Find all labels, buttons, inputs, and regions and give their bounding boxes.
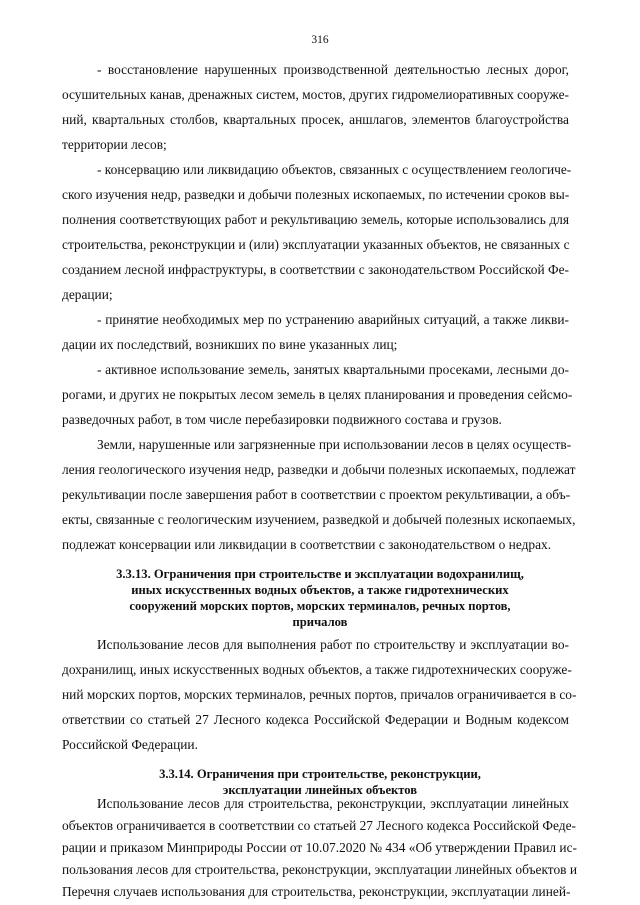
paragraph-line: Перечня случаев использования для строительства, реконструкции, эксплуатации линей-: [62, 884, 571, 899]
paragraph-line: подлежат консервации или ликвидации в соответствии с законодательством о недрах.: [62, 537, 552, 552]
page-number: 316: [311, 34, 329, 46]
paragraph-line: - восстановление нарушенных производственной деятельностью лесных дорог,: [97, 62, 569, 77]
paragraph-line: рации и приказом Минприроды России от 10.07.2020 № 434 «Об утверждении Правил ис-: [62, 840, 577, 855]
paragraph-line: созданием лесной инфраструктуры, в соответствии с законодательством Российской Фе-: [62, 262, 569, 277]
paragraph-line: Земли, нарушенные или загрязненные при использовании лесов в целях осуществ-: [97, 437, 572, 452]
paragraph-line: ления геологического изучения недр, разведки и добычи полезных ископаемых, подлежат: [62, 462, 576, 477]
section-heading: 3.3.13. Ограничения при строительстве и эксплуатации водохранилищ,: [116, 567, 524, 581]
section-heading: причалов: [292, 615, 348, 629]
paragraph-line: ского изучения недр, разведки и добычи полезных ископаемых, по истечении сроков вы-: [62, 187, 570, 202]
paragraph-line: ответствии со статьей 27 Лесного кодекса Российской Федерации и Водным кодексом: [62, 712, 569, 727]
paragraph-line: ний, квартальных столбов, квартальных просек, аншлагов, элементов благоустройства: [62, 112, 569, 127]
paragraph-line: - активное использование земель, занятых квартальными просеками, лесными до-: [97, 362, 569, 377]
paragraph-line: объектов ограничивается в соответствии со статьей 27 Лесного кодекса Российской Феде-: [62, 818, 576, 833]
paragraph-line: разведочных работ, в том числе перебазировки подвижного состава и грузов.: [62, 412, 502, 427]
paragraph-line: Российской Федерации.: [62, 737, 198, 752]
paragraph-line: дохранилищ, иных искусственных водных объектов, а также гидротехнических сооруже-: [62, 662, 572, 677]
paragraph-line: полнения соответствующих работ и рекультивацию земель, которые использовались для: [62, 212, 569, 227]
paragraph-line: Использование лесов для строительства, реконструкции, эксплуатации линейных: [97, 796, 569, 811]
paragraph-line: ний морских портов, морских терминалов, речных портов, причалов ограничивается в со-: [62, 687, 577, 702]
paragraph-line: - принятие необходимых мер по устранению аварийных ситуаций, а также ликви-: [97, 312, 569, 327]
paragraph-line: территории лесов;: [62, 137, 167, 152]
section-heading: 3.3.14. Ограничения при строительстве, реконструкции,: [159, 767, 481, 781]
paragraph-line: строительства, реконструкции и (или) эксплуатации указанных объектов, не связанных с: [62, 237, 570, 252]
section-heading: иных искусственных водных объектов, а также гидротехнических: [131, 583, 509, 597]
paragraph-line: рекультивации после завершения работ в соответствии с проектом рекультивации, а объ-: [62, 487, 571, 502]
paragraph-line: дерации;: [62, 287, 113, 302]
paragraph-line: осушительных канав, дренажных систем, мостов, других гидромелиоративных сооруже-: [62, 87, 569, 102]
paragraph-line: пользования лесов для строительства, реконструкции, эксплуатации линейных объектов и: [62, 862, 577, 877]
paragraph-line: - консервацию или ликвидацию объектов, связанных с осуществлением геологиче-: [97, 162, 572, 177]
paragraph-line: рогами, и других не покрытых лесом земель в целях планирования и проведения сейсмо-: [62, 387, 573, 402]
section-heading: эксплуатации линейных объектов: [222, 783, 418, 797]
section-heading: сооружений морских портов, морских терминалов, речных портов,: [129, 599, 511, 613]
paragraph-line: екты, связанные с геологическим изучением, разведкой и добычей полезных ископаемых,: [62, 512, 576, 527]
paragraph-line: дации их последствий, возникших по вине указанных лиц;: [62, 337, 398, 352]
paragraph-line: Использование лесов для выполнения работ по строительству и эксплуатации во-: [97, 637, 569, 652]
